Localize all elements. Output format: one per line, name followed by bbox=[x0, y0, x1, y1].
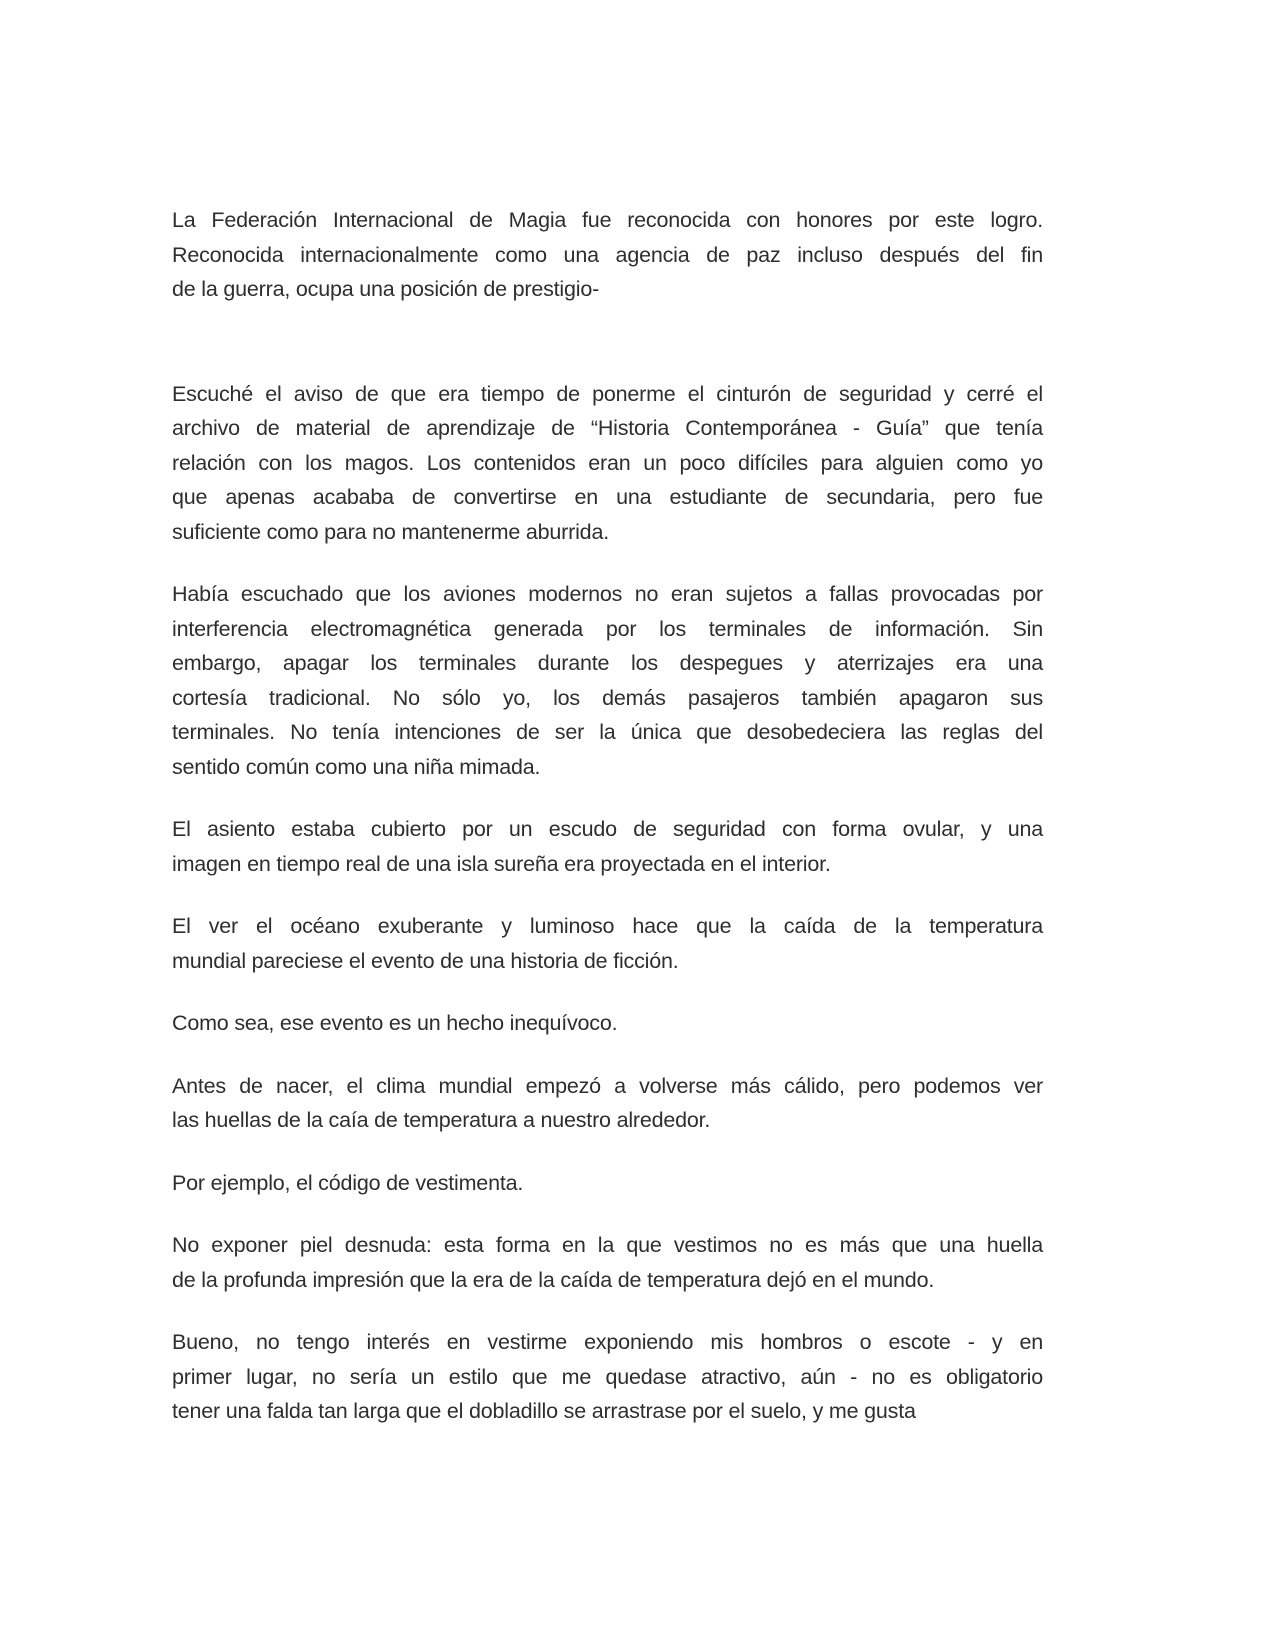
text-line: terminales. No tenía intenciones de ser la única que desobedeciera las reglas del bbox=[172, 720, 1043, 744]
paragraph bbox=[172, 203, 1043, 307]
text-line: que apenas acababa de convertirse en una estudiante de secundaria, pero fue bbox=[172, 485, 1043, 509]
paragraph bbox=[172, 1325, 1043, 1429]
paragraph bbox=[172, 1069, 1043, 1138]
paragraph bbox=[172, 1228, 1043, 1297]
text-line: Había escuchado que los aviones modernos no eran sujetos a fallas provocadas por bbox=[172, 582, 1043, 606]
text-line: Bueno, no tengo interés en vestirme exponiendo mis hombros o escote - y en bbox=[172, 1330, 1043, 1354]
text-line: Antes de nacer, el clima mundial empezó a volverse más cálido, pero podemos ver bbox=[172, 1073, 1043, 1098]
text-line: El ver el océano exuberante y luminoso hace que la caída de la temperatura bbox=[172, 914, 1043, 938]
text-line: mundial pareciese el evento de una historia de ficción. bbox=[172, 948, 679, 973]
document-body bbox=[172, 203, 1043, 1457]
text-line: La Federación Internacional de Magia fue reconocida con honores por este logro. bbox=[172, 208, 1043, 232]
text-line: de la profunda impresión que la era de la caída de temperatura dejó en el mundo. bbox=[172, 1267, 935, 1292]
text-line: No exponer piel desnuda: esta forma en la que vestimos no es más que una huella bbox=[172, 1233, 1043, 1257]
text-line: relación con los magos. Los contenidos eran un poco difíciles para alguien como yo bbox=[172, 450, 1043, 475]
text-line: archivo de material de aprendizaje de “Historia Contemporánea - Guía” que tenía bbox=[172, 416, 1043, 440]
text-line: El asiento estaba cubierto por un escudo de seguridad con forma ovular, y una bbox=[172, 817, 1043, 841]
text-line: Escuché el aviso de que era tiempo de ponerme el cinturón de seguridad y cerré el bbox=[172, 381, 1043, 406]
text-line: cortesía tradicional. No sólo yo, los demás pasajeros también apagaron sus bbox=[172, 685, 1043, 710]
text-line: Como sea, ese evento es un hecho inequívoco. bbox=[172, 1011, 618, 1035]
text-line: tener una falda tan larga que el dobladillo se arrastrase por el suelo, y me gusta bbox=[172, 1399, 916, 1423]
text-line: interferencia electromagnética generada por los terminales de información. Sin bbox=[172, 616, 1043, 641]
paragraph bbox=[172, 1006, 1043, 1041]
paragraph bbox=[172, 1166, 1043, 1201]
text-line: sentido común como una niña mimada. bbox=[172, 754, 541, 779]
paragraph bbox=[172, 577, 1043, 784]
paragraph bbox=[172, 377, 1043, 550]
text-line: las huellas de la caía de temperatura a nuestro alrededor. bbox=[172, 1108, 711, 1132]
text-line: Reconocida internacionalmente como una agencia de paz incluso después del fin bbox=[172, 242, 1043, 267]
paragraph bbox=[172, 812, 1043, 881]
text-line: embargo, apagar los terminales durante los despegues y aterrizajes era una bbox=[172, 651, 1043, 675]
paragraph bbox=[172, 909, 1043, 978]
text-line: imagen en tiempo real de una isla sureña era proyectada en el interior. bbox=[172, 851, 831, 876]
text-line: suficiente como para no mantenerme aburrida. bbox=[172, 519, 609, 544]
text-line: primer lugar, no sería un estilo que me quedase atractivo, aún - no es obligatorio bbox=[172, 1364, 1043, 1389]
text-line: Por ejemplo, el código de vestimenta. bbox=[172, 1170, 524, 1195]
text-line: de la guerra, ocupa una posición de prestigio- bbox=[172, 277, 600, 301]
